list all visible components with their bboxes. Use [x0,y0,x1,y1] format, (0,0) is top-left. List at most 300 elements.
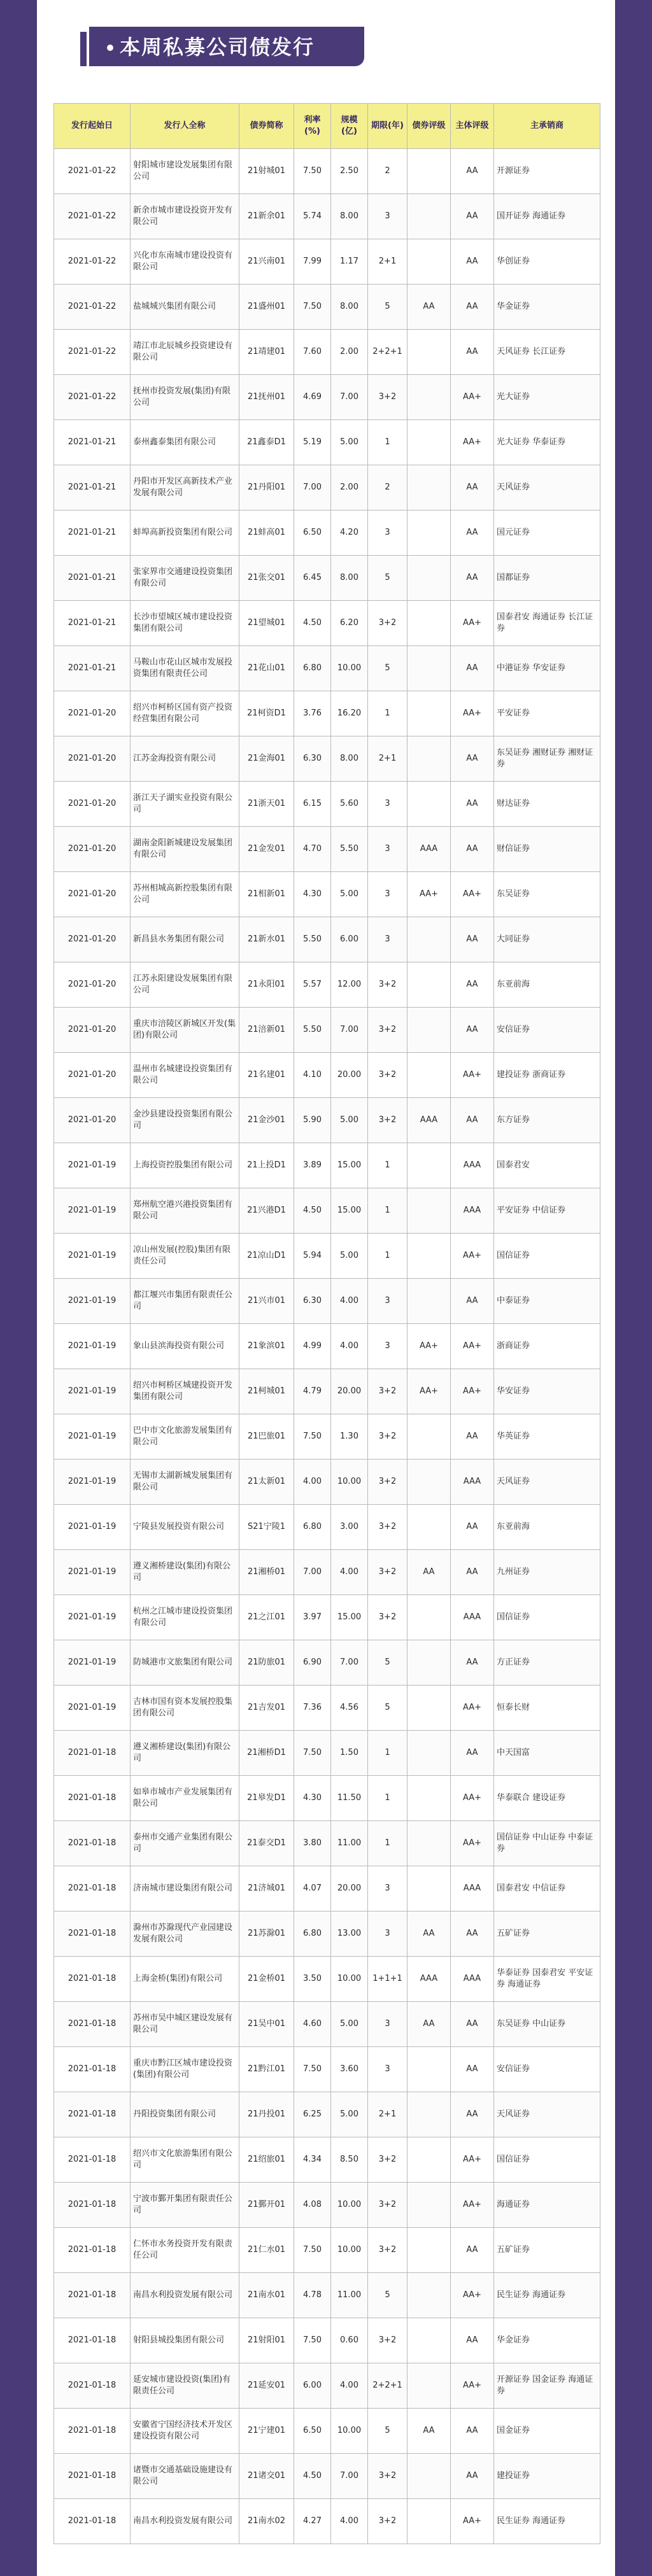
rate-cell: 4.30 [294,872,331,917]
underwriter-cell: 浙商证券 [494,1324,600,1369]
bond-rating-cell [408,375,451,420]
bond-rating-cell [408,1279,451,1324]
rate-cell: 6.80 [294,1911,331,1957]
size-cell: 4.00 [331,2499,368,2544]
underwriter-cell: 国泰君安 海通证券 长江证券 [494,601,600,646]
issuer-cell: 抚州市投资发展(集团)有限公司 [131,375,239,420]
bond-rating-cell [408,330,451,375]
bond-name-cell: 21吴中01 [239,2002,294,2047]
rate-cell: 3.97 [294,1595,331,1640]
size-cell: 5.60 [331,782,368,827]
bond-name-cell: 21巴旅01 [239,1414,294,1460]
size-cell: 2.50 [331,149,368,194]
size-cell: 16.20 [331,691,368,736]
bond-rating-cell [408,691,451,736]
rate-cell: 6.90 [294,1640,331,1686]
size-cell: 10.00 [331,1957,368,2002]
issuer-cell: 金沙县建设投资集团有限公司 [131,1098,239,1143]
size-cell: 4.56 [331,1686,368,1731]
bond-rating-cell [408,917,451,962]
issuer-cell: 安徽省宁国经济技术开发区建设投资有限公司 [131,2409,239,2454]
bullet-dot-icon [107,45,113,51]
issuer-rating-cell: AA+ [451,1053,494,1098]
term-cell: 3+2 [368,2454,408,2499]
underwriter-cell: 海通证券 [494,2183,600,2228]
bond-name-cell: 21蚌高01 [239,510,294,556]
issuer-cell: 张家界市交通建设投资集团有限公司 [131,556,239,601]
table-row [54,2363,600,2409]
bond-name-cell: 21新余01 [239,194,294,239]
term-cell: 2+2+1 [368,330,408,375]
col-header-bond-rating: 债券评级 [408,104,451,149]
rate-cell: 5.50 [294,917,331,962]
issuer-cell: 射阳城市建设发展集团有限公司 [131,149,239,194]
bond-name-cell: 21太新01 [239,1460,294,1505]
rate-cell: 7.60 [294,330,331,375]
bond-name-cell: 21兴市01 [239,1279,294,1324]
bond-name-cell: 21永阳01 [239,962,294,1008]
underwriter-cell: 东吴证券 [494,872,600,917]
rate-cell: 4.60 [294,2002,331,2047]
issue-date-cell: 2021-01-18 [54,2047,131,2092]
issuer-rating-cell: AA [451,646,494,691]
term-cell: 5 [368,1640,408,1686]
issuer-cell: 江苏金海投资有限公司 [131,736,239,782]
size-cell: 5.00 [331,1234,368,1279]
size-cell: 0.60 [331,2318,368,2363]
rate-cell: 7.50 [294,149,331,194]
issue-date-cell: 2021-01-18 [54,2228,131,2273]
rate-cell: 5.74 [294,194,331,239]
table-row [54,1640,600,1686]
issuer-rating-cell: AA [451,917,494,962]
issuer-cell: 盐城城兴集团有限公司 [131,285,239,330]
rate-cell: 7.00 [294,465,331,510]
underwriter-cell: 财信证券 [494,827,600,872]
issuer-rating-cell: AA [451,827,494,872]
issuer-rating-cell: AAA [451,1460,494,1505]
bond-name-cell: 21射城01 [239,149,294,194]
rate-cell: 4.79 [294,1369,331,1414]
term-cell: 2 [368,465,408,510]
table-row [54,1143,600,1188]
bond-name-cell: 21金海01 [239,736,294,782]
rate-cell: 4.50 [294,601,331,646]
bond-name-cell: 21凉山D1 [239,1234,294,1279]
size-cell: 13.00 [331,1911,368,1957]
bond-rating-cell [408,2047,451,2092]
issuer-cell: 仁怀市水务投资开发有限责任公司 [131,2228,239,2273]
rate-cell: 7.50 [294,1414,331,1460]
table-row [54,1053,600,1098]
issuer-rating-cell: AA [451,2228,494,2273]
term-cell: 5 [368,1686,408,1731]
issuer-rating-cell: AA [451,1279,494,1324]
size-cell: 7.00 [331,2454,368,2499]
term-cell: 3+2 [368,2228,408,2273]
issue-date-cell: 2021-01-22 [54,330,131,375]
issuer-cell: 济南城市建设集团有限公司 [131,1866,239,1911]
table-row [54,691,600,736]
issuer-cell: 绍兴市文化旅游集团有限公司 [131,2137,239,2183]
bond-name-cell: 21绍旅01 [239,2137,294,2183]
table-row [54,510,600,556]
table-row [54,2228,600,2273]
rate-cell: 6.50 [294,2409,331,2454]
bond-rating-cell: AAA [408,1957,451,2002]
bond-rating-cell [408,420,451,465]
issuer-cell: 无锡市太湖新城发展集团有限公司 [131,1460,239,1505]
term-cell: 1 [368,420,408,465]
issuer-cell: 巴中市文化旅游发展集团有限公司 [131,1414,239,1460]
issuer-cell: 兴化市东南城市建设投资有限公司 [131,239,239,285]
size-cell: 10.00 [331,2409,368,2454]
bond-name-cell: 21仁水01 [239,2228,294,2273]
bond-name-cell: 21延安01 [239,2363,294,2409]
issue-date-cell: 2021-01-22 [54,194,131,239]
bond-name-cell: 21南水02 [239,2499,294,2544]
issuer-cell: 南昌水利投资发展有限公司 [131,2273,239,2318]
term-cell: 2 [368,149,408,194]
term-cell: 3 [368,2002,408,2047]
bond-name-cell: 21丹阳01 [239,465,294,510]
term-cell: 1 [368,1731,408,1776]
table-row [54,1595,600,1640]
bond-name-cell: 21射阳01 [239,2318,294,2363]
issue-date-cell: 2021-01-20 [54,827,131,872]
issue-date-cell: 2021-01-19 [54,1550,131,1595]
underwriter-cell: 国元证券 [494,510,600,556]
size-cell: 8.00 [331,736,368,782]
issuer-cell: 象山县滨海投资有限公司 [131,1324,239,1369]
bond-name-cell: 21花山01 [239,646,294,691]
issue-date-cell: 2021-01-22 [54,149,131,194]
rate-cell: 7.99 [294,239,331,285]
bond-rating-cell [408,239,451,285]
bond-rating-cell [408,962,451,1008]
underwriter-cell: 国信证券 [494,2137,600,2183]
rate-cell: 7.00 [294,1550,331,1595]
issue-date-cell: 2021-01-20 [54,872,131,917]
bond-name-cell: 21泰交D1 [239,1821,294,1866]
issue-date-cell: 2021-01-19 [54,1460,131,1505]
table-body [54,149,600,2544]
term-cell: 3 [368,872,408,917]
issue-date-cell: 2021-01-19 [54,1324,131,1369]
bond-rating-cell: AAA [408,1098,451,1143]
underwriter-cell: 东方证券 [494,1098,600,1143]
title-banner [89,27,364,66]
bond-rating-cell [408,1776,451,1821]
issuer-rating-cell: AA [451,2002,494,2047]
size-cell: 5.50 [331,827,368,872]
underwriter-cell: 建投证券 浙商证券 [494,1053,600,1098]
issuer-cell: 浙江天子湖实业投资有限公司 [131,782,239,827]
table-row [54,285,600,330]
rate-cell: 6.25 [294,2092,331,2137]
bond-rating-cell [408,1821,451,1866]
bond-rating-cell [408,1008,451,1053]
term-cell: 1 [368,1234,408,1279]
issuer-rating-cell: AA [451,2409,494,2454]
underwriter-cell: 中港证券 华安证券 [494,646,600,691]
underwriter-cell: 国信证券 [494,1595,600,1640]
size-cell: 10.00 [331,646,368,691]
bond-rating-cell [408,1686,451,1731]
table-row [54,827,600,872]
issue-date-cell: 2021-01-18 [54,1821,131,1866]
rate-cell: 5.94 [294,1234,331,1279]
issuer-rating-cell: AA [451,1911,494,1957]
col-header-rate: 利率(%) [294,104,331,149]
issue-date-cell: 2021-01-19 [54,1414,131,1460]
issuer-cell: 宁陵县发展投资有限公司 [131,1505,239,1550]
underwriter-cell: 华泰联合 建设证券 [494,1776,600,1821]
size-cell: 5.00 [331,420,368,465]
issue-date-cell: 2021-01-18 [54,2454,131,2499]
table-row [54,1505,600,1550]
issuer-cell: 滁州市苏滁现代产业园建设发展有限公司 [131,1911,239,1957]
table-row [54,1098,600,1143]
issue-date-cell: 2021-01-18 [54,2137,131,2183]
underwriter-cell: 东吴证券 湘财证券 湘财证券 [494,736,600,782]
issuer-cell: 泰州市交通产业集团有限公司 [131,1821,239,1866]
issuer-rating-cell: AA [451,1008,494,1053]
term-cell: 3+2 [368,375,408,420]
rate-cell: 6.50 [294,510,331,556]
bond-name-cell: 21鑫泰D1 [239,420,294,465]
rate-cell: 4.78 [294,2273,331,2318]
bond-rating-cell [408,646,451,691]
term-cell: 3+2 [368,1460,408,1505]
issuer-rating-cell: AA [451,556,494,601]
bond-rating-cell: AA+ [408,1324,451,1369]
table-row [54,2137,600,2183]
issuer-rating-cell: AA [451,2454,494,2499]
term-cell: 1 [368,1143,408,1188]
size-cell: 20.00 [331,1866,368,1911]
issue-date-cell: 2021-01-18 [54,2092,131,2137]
issuer-rating-cell: AA+ [451,1234,494,1279]
bond-name-cell: 21济城01 [239,1866,294,1911]
size-cell: 1.50 [331,1731,368,1776]
size-cell: 10.00 [331,2183,368,2228]
issuer-rating-cell: AA+ [451,2499,494,2544]
underwriter-cell: 安信证券 [494,1008,600,1053]
issuer-rating-cell: AA [451,1731,494,1776]
table-row [54,1821,600,1866]
bond-rating-cell [408,2228,451,2273]
term-cell: 1 [368,1821,408,1866]
col-header-issue-date: 发行起始日 [54,104,131,149]
issuer-cell: 都江堰兴市集团有限责任公司 [131,1279,239,1324]
underwriter-cell: 华金证券 [494,285,600,330]
term-cell: 3 [368,1911,408,1957]
table-row [54,962,600,1008]
issuer-cell: 吉林市国有资本发展控股集团有限公司 [131,1686,239,1731]
underwriter-cell: 恒泰长财 [494,1686,600,1731]
bond-rating-cell [408,1143,451,1188]
table-row [54,1957,600,2002]
underwriter-cell: 五矿证券 [494,2228,600,2273]
issuer-rating-cell: AA [451,1550,494,1595]
underwriter-cell: 方正证券 [494,1640,600,1686]
bond-name-cell: 21湘桥D1 [239,1731,294,1776]
term-cell: 5 [368,646,408,691]
issuer-rating-cell: AA [451,285,494,330]
table-row [54,1414,600,1460]
bond-rating-cell [408,1640,451,1686]
table-row [54,2002,600,2047]
bond-name-cell: 21兴南01 [239,239,294,285]
table-row [54,239,600,285]
underwriter-cell: 华英证券 [494,1414,600,1460]
issuer-cell: 如皋市城市产业发展集团有限公司 [131,1776,239,1821]
term-cell: 3+2 [368,962,408,1008]
issuer-rating-cell: AA [451,465,494,510]
underwriter-cell: 财达证券 [494,782,600,827]
issuer-rating-cell: AA [451,782,494,827]
term-cell: 5 [368,556,408,601]
table-row [54,465,600,510]
bond-name-cell: 21上投D1 [239,1143,294,1188]
term-cell: 3+2 [368,1369,408,1414]
bond-rating-cell [408,194,451,239]
bond-name-cell: 21宁建01 [239,2409,294,2454]
issuer-cell: 郑州航空港兴港投资集团有限公司 [131,1188,239,1234]
issue-date-cell: 2021-01-21 [54,601,131,646]
size-cell: 6.00 [331,917,368,962]
rate-cell: 7.50 [294,1731,331,1776]
underwriter-cell: 华泰证券 国泰君安 平安证券 海通证券 [494,1957,600,2002]
bond-name-cell: 21涪新01 [239,1008,294,1053]
issuer-cell: 蚌埠高新投资集团有限公司 [131,510,239,556]
underwriter-cell: 光大证券 [494,375,600,420]
bond-rating-cell [408,1460,451,1505]
underwriter-cell: 开源证券 国金证券 海通证券 [494,2363,600,2409]
col-header-issuer: 发行人全称 [131,104,239,149]
table-row [54,917,600,962]
term-cell: 2+2+1 [368,2363,408,2409]
term-cell: 3+2 [368,1550,408,1595]
bond-name-cell: S21宁陵1 [239,1505,294,1550]
issue-date-cell: 2021-01-18 [54,2409,131,2454]
bond-rating-cell [408,601,451,646]
underwriter-cell: 平安证券 中信证券 [494,1188,600,1234]
rate-cell: 6.80 [294,1505,331,1550]
bond-name-cell: 21盛州01 [239,285,294,330]
underwriter-cell: 民生证券 海通证券 [494,2273,600,2318]
bond-name-cell: 21南水01 [239,2273,294,2318]
issuer-cell: 温州市名城建设投资集团有限公司 [131,1053,239,1098]
bond-name-cell: 21诸交01 [239,2454,294,2499]
size-cell: 5.00 [331,872,368,917]
issuer-cell: 江苏永阳建设发展集团有限公司 [131,962,239,1008]
bond-rating-cell [408,1188,451,1234]
underwriter-cell: 华金证券 [494,2318,600,2363]
table-row [54,375,600,420]
table-row [54,1731,600,1776]
table-row [54,1866,600,1911]
underwriter-cell: 安信证券 [494,2047,600,2092]
col-header-underwriter: 主承销商 [494,104,600,149]
term-cell: 3+2 [368,2183,408,2228]
table-row [54,2047,600,2092]
table-row [54,872,600,917]
issue-date-cell: 2021-01-18 [54,1866,131,1911]
size-cell: 15.00 [331,1188,368,1234]
issuer-rating-cell: AA+ [451,1686,494,1731]
issue-date-cell: 2021-01-19 [54,1640,131,1686]
issuer-cell: 重庆市涪陵区新城区开发(集团)有限公司 [131,1008,239,1053]
term-cell: 3 [368,917,408,962]
size-cell: 8.00 [331,285,368,330]
rate-cell: 5.19 [294,420,331,465]
underwriter-cell: 建投证券 [494,2454,600,2499]
rate-cell: 4.50 [294,2454,331,2499]
issue-date-cell: 2021-01-20 [54,917,131,962]
term-cell: 3 [368,782,408,827]
bond-name-cell: 21张交01 [239,556,294,601]
size-cell: 6.20 [331,601,368,646]
issuer-rating-cell: AA [451,1505,494,1550]
issuer-cell: 绍兴市柯桥区城建投资开发集团有限公司 [131,1369,239,1414]
term-cell: 5 [368,2409,408,2454]
issue-date-cell: 2021-01-19 [54,1143,131,1188]
rate-cell: 6.00 [294,2363,331,2409]
bond-rating-cell [408,2454,451,2499]
table-row [54,556,600,601]
term-cell: 3 [368,2047,408,2092]
size-cell: 7.00 [331,1008,368,1053]
bond-name-cell: 21相新01 [239,872,294,917]
issue-date-cell: 2021-01-22 [54,375,131,420]
issuer-cell: 长沙市望城区城市建设投资集团有限公司 [131,601,239,646]
underwriter-cell: 天风证券 长江证券 [494,330,600,375]
underwriter-cell: 光大证券 华泰证券 [494,420,600,465]
issuer-cell: 遵义湘桥建设(集团)有限公司 [131,1731,239,1776]
issuer-rating-cell: AA+ [451,1369,494,1414]
underwriter-cell: 天风证券 [494,2092,600,2137]
rate-cell: 7.50 [294,285,331,330]
size-cell: 7.00 [331,1640,368,1686]
term-cell: 3+2 [368,1505,408,1550]
table-row [54,1279,600,1324]
issue-date-cell: 2021-01-21 [54,556,131,601]
underwriter-cell: 开源证券 [494,149,600,194]
rate-cell: 4.30 [294,1776,331,1821]
issue-date-cell: 2021-01-19 [54,1234,131,1279]
col-header-issuer-rating: 主体评级 [451,104,494,149]
rate-cell: 4.70 [294,827,331,872]
size-cell: 8.00 [331,194,368,239]
table-row [54,2318,600,2363]
issuer-rating-cell: AA+ [451,2273,494,2318]
term-cell: 3+2 [368,1008,408,1053]
size-cell: 8.50 [331,2137,368,2183]
issuer-cell: 苏州市吴中城区建设发展有限公司 [131,2002,239,2047]
issuer-rating-cell: AA+ [451,375,494,420]
size-cell: 2.00 [331,465,368,510]
right-border-bar [615,0,652,2576]
size-cell: 4.00 [331,2363,368,2409]
underwriter-cell: 华创证券 [494,239,600,285]
table-row [54,1776,600,1821]
bond-name-cell: 21防旅01 [239,1640,294,1686]
rate-cell: 4.27 [294,2499,331,2544]
bond-rating-cell [408,782,451,827]
bond-rating-cell: AAA [408,827,451,872]
